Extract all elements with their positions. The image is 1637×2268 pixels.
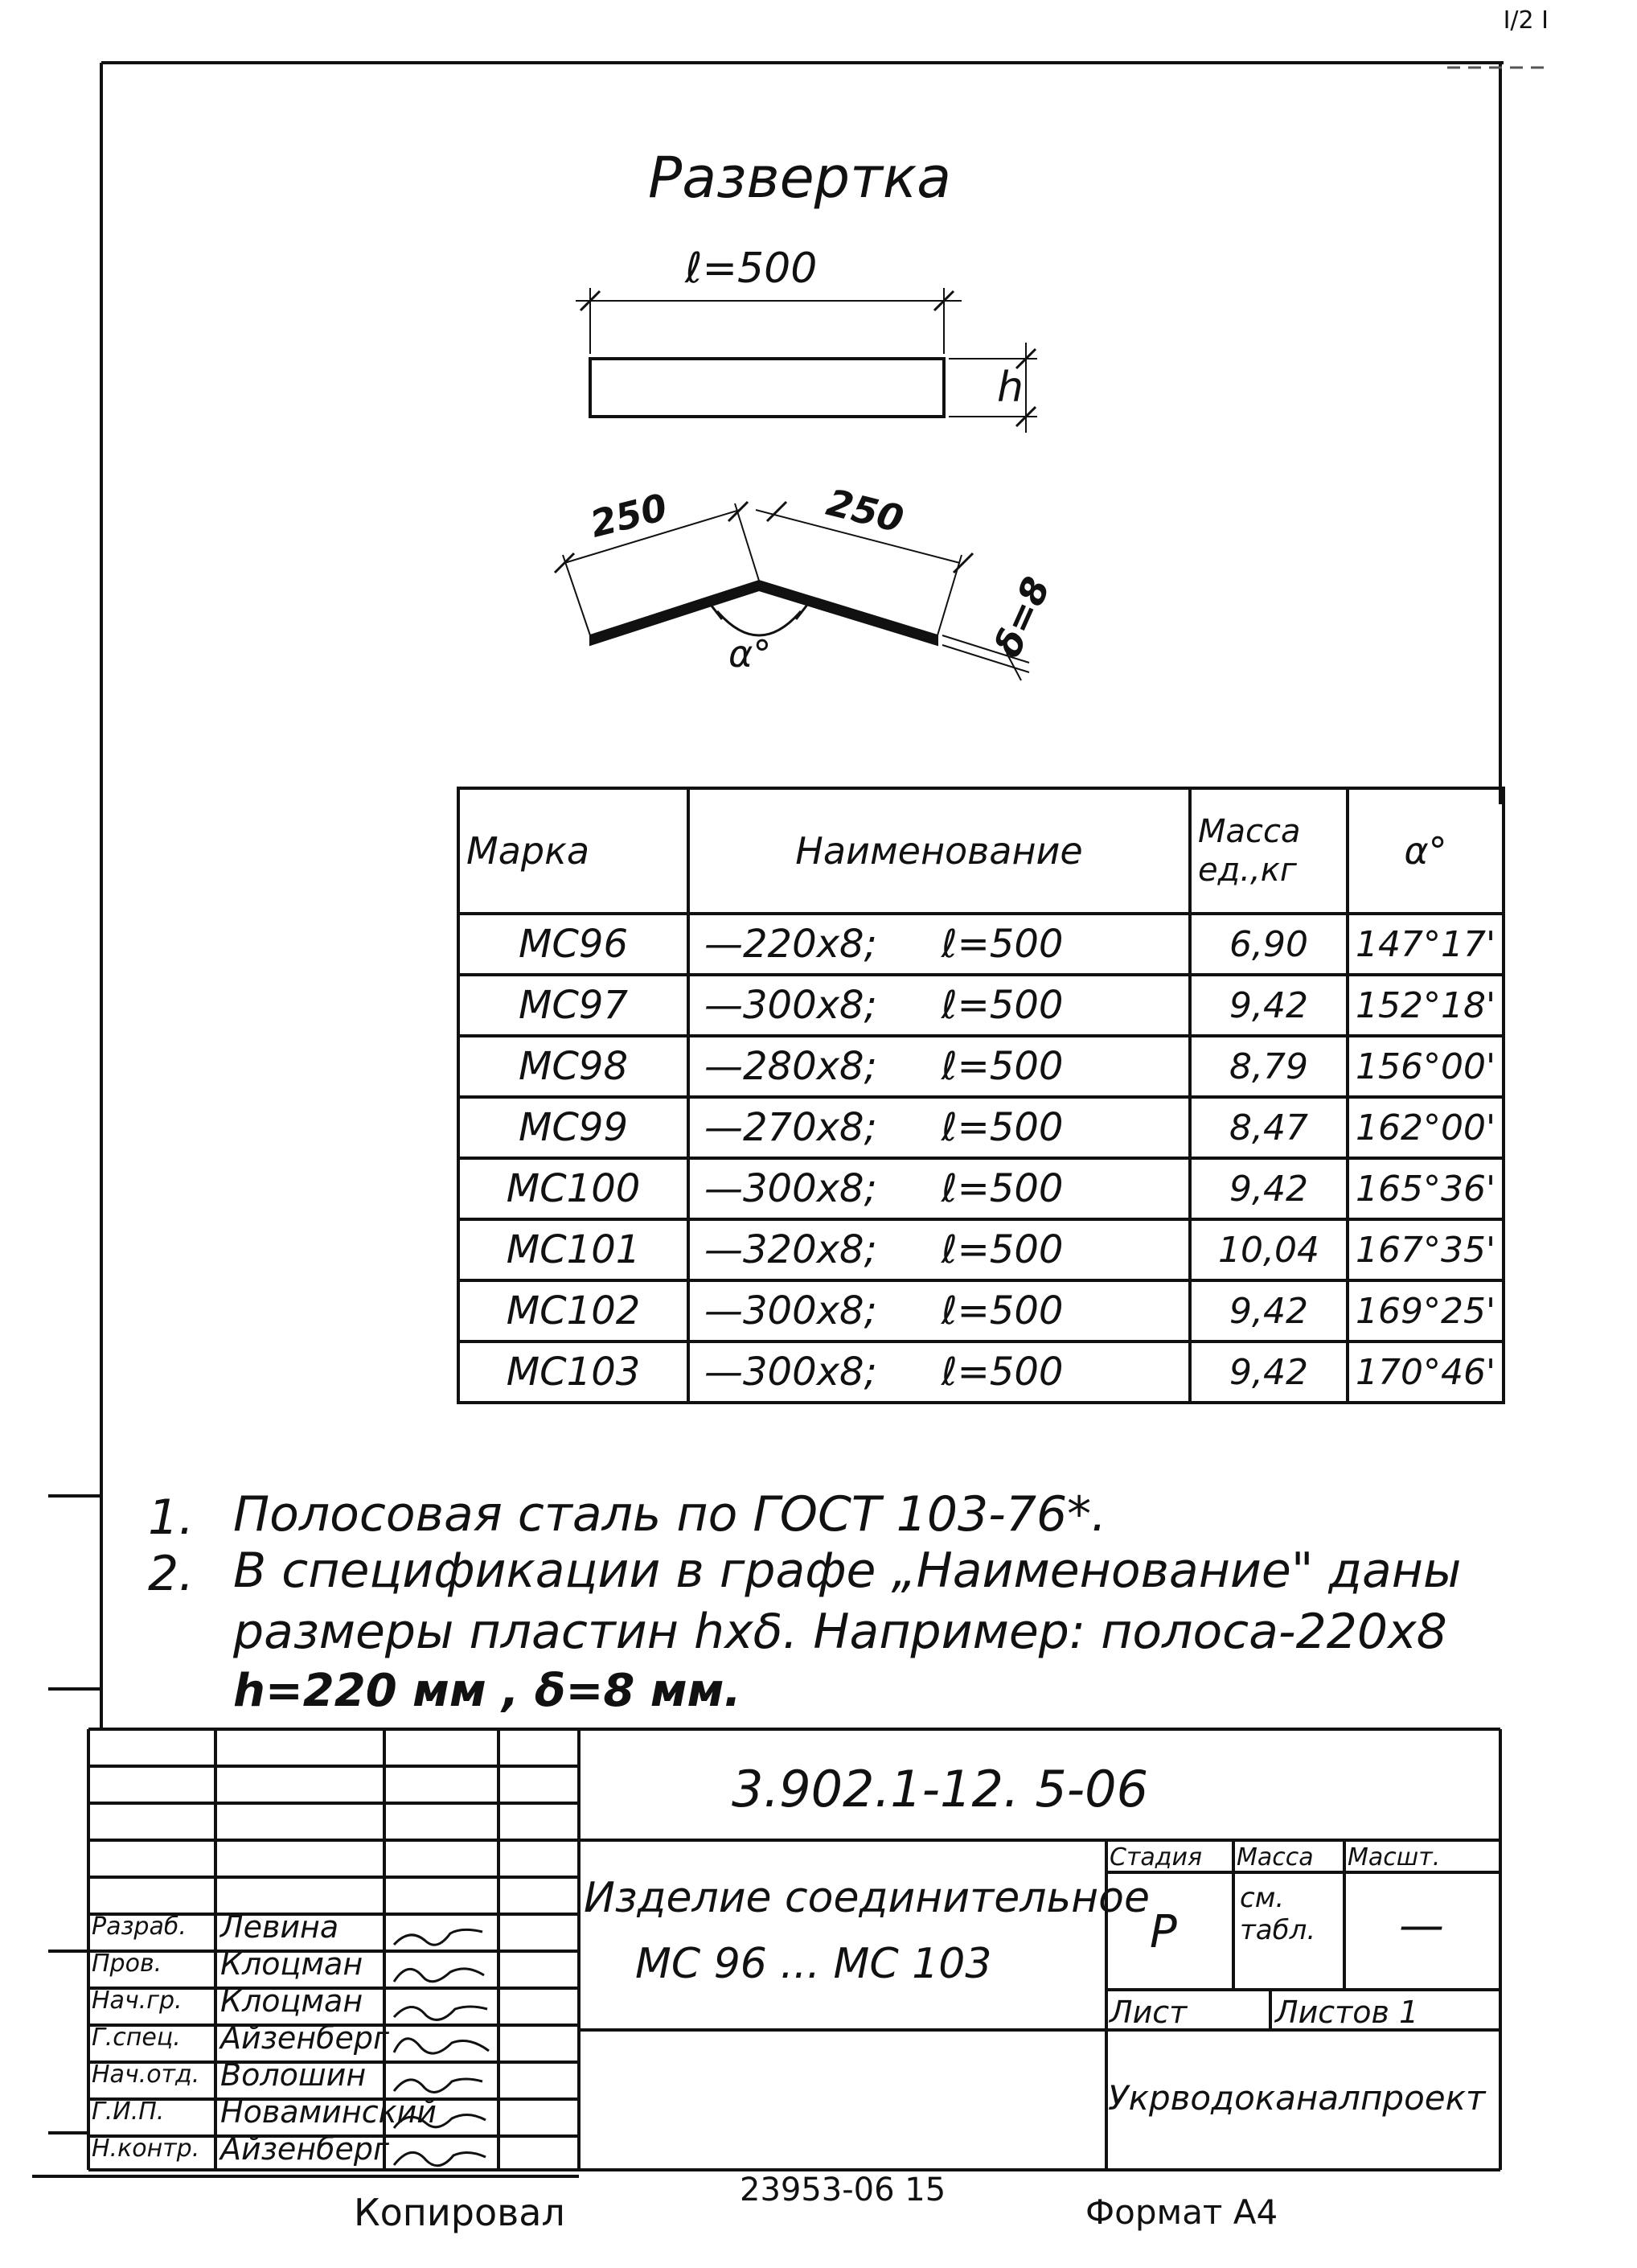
table-row [458, 1036, 1504, 1097]
cell-profile: —320х8; [704, 1227, 877, 1272]
page-number: I/2 I [1503, 6, 1549, 35]
cell-name [688, 1036, 1190, 1097]
organization-name: Укрводоканалпроект [1108, 2078, 1486, 2118]
note-2-line-2: размеры пластин hхδ. Например: полоса-220х8 [233, 1604, 1447, 1660]
cell-length: ℓ=500 [941, 983, 1064, 1028]
signatory-name: Клоцман [220, 1946, 363, 1982]
cell-mass: 9,42 [1190, 1280, 1348, 1341]
note-2-line-1: В спецификации в графе „Наименование" даны [233, 1543, 1462, 1599]
signatory-role: Разраб. [92, 1913, 187, 1941]
drawing-title: Развертка [648, 145, 952, 211]
table-row [458, 1158, 1504, 1219]
cell-mass: 9,42 [1190, 975, 1348, 1036]
flat-strip [590, 359, 944, 417]
signatory-role: Нач.отд. [92, 2061, 200, 2089]
signatory-role: Г.И.П. [92, 2097, 165, 2126]
cell-name [688, 1158, 1190, 1219]
signatory-name: Волошин [220, 2057, 367, 2093]
signatory-name: Новаминский [220, 2094, 437, 2130]
angle-label: α° [728, 632, 772, 676]
note-2-number: 2. [148, 1546, 195, 1602]
cell-mark: МС99 [458, 1097, 688, 1158]
cell-profile: —300х8; [704, 1350, 877, 1395]
cell-length: ℓ=500 [941, 922, 1064, 967]
cell-profile: —270х8; [704, 1105, 877, 1150]
cell-profile: —300х8; [704, 983, 877, 1028]
signature-7 [394, 2152, 486, 2165]
format-label: Формат А4 [1085, 2192, 1278, 2232]
table-header-row [458, 788, 1504, 914]
note-1-text: Полосовая сталь по ГОСТ 103-76*. [233, 1486, 1107, 1543]
table-row [458, 975, 1504, 1036]
cell-mark: МС96 [458, 914, 688, 975]
mass-header: Масса [1237, 1843, 1314, 1872]
cell-length: ℓ=500 [941, 1166, 1064, 1211]
cell-length: ℓ=500 [941, 1288, 1064, 1333]
header-mark: Марка [458, 788, 688, 914]
signature-4 [394, 2039, 489, 2053]
cell-angle: 169°25' [1348, 1280, 1504, 1341]
cell-name [688, 1097, 1190, 1158]
cell-angle: 167°35' [1348, 1219, 1504, 1280]
copied-label: Копировал [354, 2191, 565, 2234]
cell-mass: 8,47 [1190, 1097, 1348, 1158]
sheets-label: Листов 1 [1275, 1995, 1419, 2030]
cell-profile: —300х8; [704, 1288, 877, 1333]
signatory-name: Клоцман [220, 1983, 363, 2019]
signatory-role: Пров. [92, 1950, 162, 1978]
sheet-label: Лист [1110, 1995, 1188, 2030]
cell-mark: МС98 [458, 1036, 688, 1097]
cell-mark: МС97 [458, 975, 688, 1036]
cell-angle: 156°00' [1348, 1036, 1504, 1097]
inventory-number: 23953-06 15 [740, 2171, 946, 2208]
note-2-line-3: h=220 мм , δ=8 мм. [233, 1665, 741, 1717]
stage-value: Р [1150, 1906, 1177, 1958]
signatory-name: Айзенберг [220, 2131, 390, 2167]
item-name-line-1: Изделие соединительное [584, 1874, 1150, 1922]
cell-mass: 8,79 [1190, 1036, 1348, 1097]
signatory-name: Левина [220, 1909, 339, 1945]
header-name: Наименование [688, 788, 1190, 914]
cell-length: ℓ=500 [941, 1350, 1064, 1395]
signatory-name: Айзенберг [220, 2020, 390, 2056]
signatory-role: Г.спец. [92, 2024, 181, 2052]
cell-mass: 6,90 [1190, 914, 1348, 975]
thickness-label: δ=8 [985, 570, 1059, 664]
mass-value: см. табл. [1240, 1882, 1316, 1946]
cell-profile: —280х8; [704, 1044, 877, 1089]
cell-name [688, 1341, 1190, 1403]
height-dimension-label: h [997, 364, 1024, 412]
cell-length: ℓ=500 [941, 1227, 1064, 1272]
cell-name [688, 975, 1190, 1036]
table-row [458, 1219, 1504, 1280]
cell-length: ℓ=500 [941, 1105, 1064, 1150]
stage-header: Стадия [1110, 1843, 1203, 1872]
cell-mass: 9,42 [1190, 1341, 1348, 1403]
segment-right-label: 250 [822, 480, 909, 541]
cell-angle: 170°46' [1348, 1341, 1504, 1403]
signature-5 [394, 2079, 482, 2092]
signatory-role: Нач.гр. [92, 1987, 183, 2015]
item-name-line-2: МС 96 ... МС 103 [635, 1940, 992, 1988]
cell-angle: 147°17' [1348, 914, 1504, 975]
cell-angle: 165°36' [1348, 1158, 1504, 1219]
specification-table [457, 787, 1505, 1404]
cell-angle: 162°00' [1348, 1097, 1504, 1158]
cell-name [688, 914, 1190, 975]
cell-mark: МС102 [458, 1280, 688, 1341]
cell-name [688, 1219, 1190, 1280]
segment-left-label: 250 [585, 485, 672, 546]
scale-header: Масшт. [1348, 1843, 1441, 1872]
cell-mark: МС100 [458, 1158, 688, 1219]
document-code: 3.902.1-12. 5-06 [732, 1760, 1149, 1818]
cell-mass: 10,04 [1190, 1219, 1348, 1280]
signature-2 [394, 1969, 484, 1982]
signature-3 [394, 2007, 487, 2019]
cell-length: ℓ=500 [941, 1044, 1064, 1089]
cell-name [688, 1280, 1190, 1341]
signatures [394, 1929, 489, 2165]
flat-blank-drawing [576, 288, 1037, 433]
note-1-number: 1. [148, 1489, 195, 1546]
cell-angle: 152°18' [1348, 975, 1504, 1036]
table-row [458, 1280, 1504, 1341]
header-angle: α° [1348, 788, 1504, 914]
table-row [458, 1341, 1504, 1403]
scale-value: — [1399, 1900, 1444, 1952]
cell-mark: МС103 [458, 1341, 688, 1403]
length-dimension-label: ℓ=500 [685, 244, 818, 293]
signature-1 [394, 1929, 482, 1945]
table-row [458, 914, 1504, 975]
cell-profile: —300х8; [704, 1166, 877, 1211]
cell-mark: МС101 [458, 1219, 688, 1280]
table-row [458, 1097, 1504, 1158]
cell-profile: —220х8; [704, 922, 877, 967]
signatory-role: Н.контр. [92, 2134, 200, 2163]
cell-mass: 9,42 [1190, 1158, 1348, 1219]
header-mass: Масса ед.,кг [1190, 788, 1348, 914]
